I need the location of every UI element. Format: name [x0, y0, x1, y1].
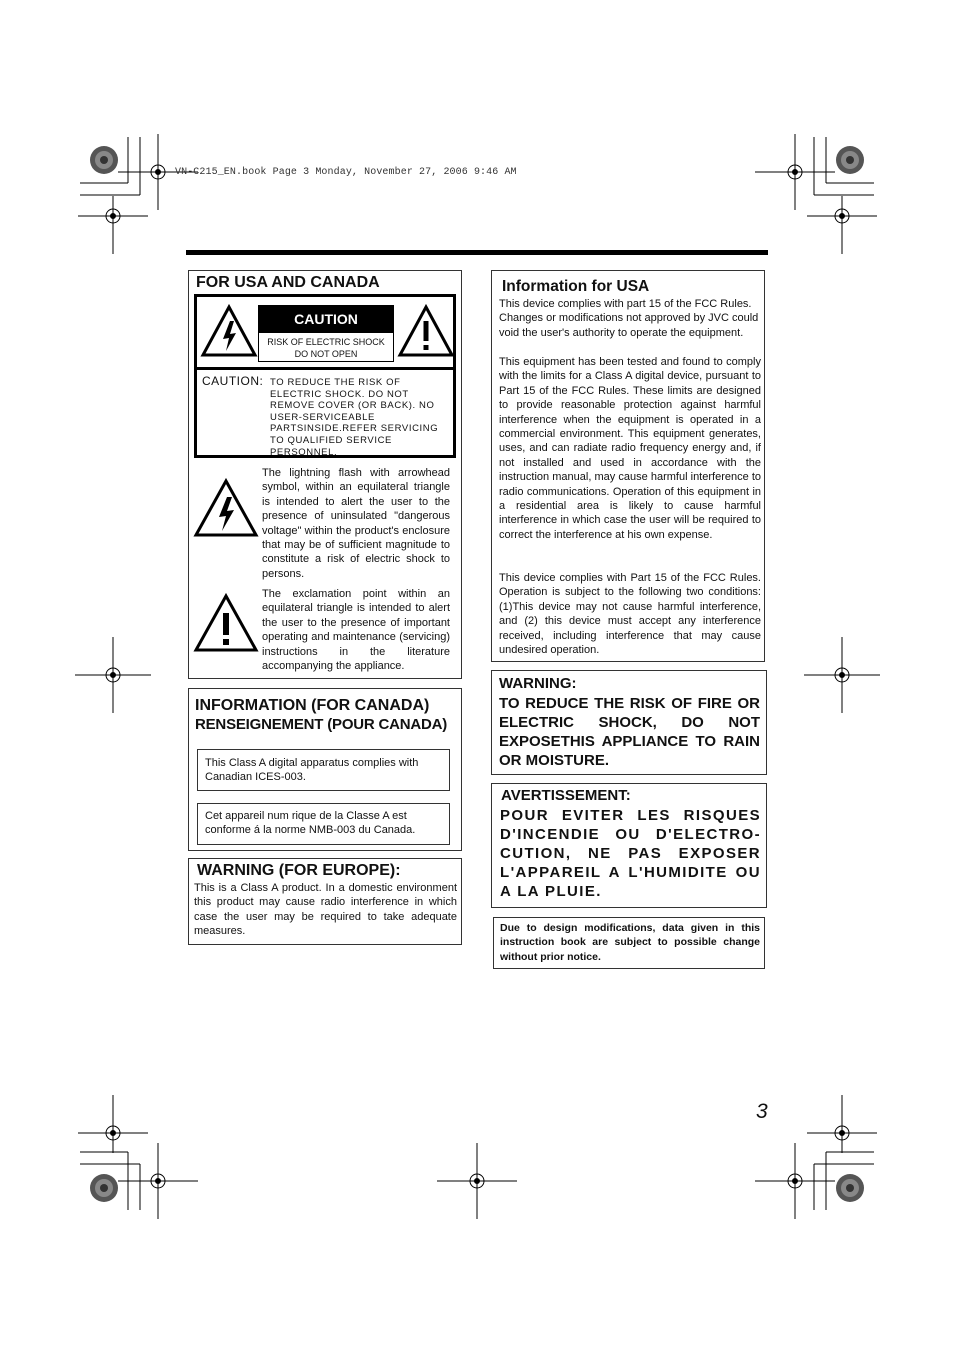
canada-title-en: INFORMATION (FOR CANADA)	[195, 697, 430, 714]
page-number: 3	[756, 1100, 768, 1123]
avertissement-text: POUR EVITER LES RISQUES D'INCENDIE OU D'ELECTRO-CUTION, NE PAS EXPOSER L'APPAREIL A L'HUMIDITE OU A LA PLUIE.	[500, 807, 761, 900]
design-note-text: Due to design modifications, data given in this instruction book are subject to possible change without prior notice.	[500, 922, 760, 963]
caution-label-box	[194, 294, 456, 458]
lightning-triangle-icon	[201, 305, 257, 357]
design-note-section	[493, 917, 765, 969]
exclamation-triangle-icon	[398, 305, 454, 357]
warning-section	[491, 670, 767, 775]
file-header: VN-C215_EN.book Page 3 Monday, November 27, 2006 9:46 AM	[175, 167, 517, 178]
usa-canada-title: FOR USA AND CANADA	[196, 274, 380, 291]
europe-text: This is a Class A product. In a domestic environment this product may cause radio interference in which case the user may be required to take adequate measures.	[194, 882, 457, 938]
caution-line: PERSONNEL.	[270, 446, 338, 458]
avertissement-section	[491, 783, 767, 908]
europe-title: WARNING (FOR EUROPE):	[197, 862, 401, 879]
risk-line-1: RISK OF ELECTRIC SHOCK	[267, 337, 385, 347]
warning-title: WARNING:	[499, 675, 577, 692]
usa-info-para-3: This device complies with Part 15 of the FCC Rules. Operation is subject to the following two conditions: (1)This device may not cause harmful interference, and (2) this device must accept any interference received, including interference that may cause undesired operation.	[499, 572, 761, 657]
risk-line-2: DO NOT OPEN	[294, 349, 358, 359]
caution-line: REMOVE COVER (OR BACK). NO	[270, 400, 435, 412]
canada-french-box	[197, 803, 450, 845]
lightning-explanation: The lightning flash with arrowhead symbol, within an equilateral triangle is intended to alert the user to the presence of uninsulated "dangerous voltage" within the product's enclosure that may be of sufficient magnitude to constitute a risk of electric shock to persons.	[262, 467, 450, 580]
top-rule	[186, 250, 768, 255]
usa-info-title: Information for USA	[502, 278, 650, 295]
usa-canada-section	[188, 270, 462, 679]
lightning-triangle-icon	[194, 479, 258, 537]
canada-english-box	[197, 749, 450, 791]
canada-french-text: Cet appareil num rique de la Classe A est conforme á la norme NMB-003 du Canada.	[205, 810, 416, 837]
caution-prefix: CAUTION:	[202, 374, 264, 388]
caution-divider	[197, 367, 453, 370]
canada-title-fr: RENSEIGNEMENT (POUR CANADA)	[195, 716, 448, 733]
usa-info-section	[491, 270, 765, 662]
exclamation-triangle-icon	[194, 594, 258, 652]
usa-info-para-1: This device complies with part 15 of the FCC Rules. Changes or modifications not approved by JVC could void the user's authority to operate the equipment.	[499, 298, 759, 339]
europe-section	[188, 858, 462, 945]
caution-line: TO REDUCE THE RISK OF	[270, 377, 401, 388]
avertissement-title: AVERTISSEMENT:	[501, 787, 631, 804]
caution-title: CAUTION	[259, 306, 393, 333]
caution-body	[270, 377, 450, 458]
usa-info-para-2: This equipment has been tested and found to comply with the limits for a Class A digital device, pursuant to Part 15 of the FCC Rules. These limits are designed to provide reasonable protection against harmful interference when the equipment is operated in a commercial environment. This equipment generates, uses, and can radiate radio frequency energy and, if not installed and used in accordance with the instruction manual, may cause harmful interference to radio communications. Operation of this equipment in a residential area is likely to cause harmful interference in which case the user will be required to correct the interference at his own expense.	[499, 356, 761, 541]
exclamation-explanation: The exclamation point within an equilateral triangle is intended to alert the user to the presence of important operating and maintenance (servicing) instructions in the literature accompanying the appliance.	[262, 588, 450, 673]
canada-section	[188, 688, 462, 851]
caution-line: TO QUALIFIED SERVICE	[270, 434, 392, 446]
caution-line: PARTSINSIDE.REFER SERVICING	[270, 423, 439, 435]
warning-text: TO REDUCE THE RISK OF FIRE OR ELECTRIC SHOCK, DO NOT EXPOSETHIS APPLIANCE TO RAIN OR MOISTURE.	[499, 695, 760, 769]
caution-banner	[258, 305, 394, 362]
caution-line: USER-SERVICEABLE	[270, 411, 375, 423]
caution-line: ELECTRIC SHOCK. DO NOT	[270, 388, 409, 400]
canada-english-text: This Class A digital apparatus complies with Canadian ICES-003.	[205, 757, 419, 784]
